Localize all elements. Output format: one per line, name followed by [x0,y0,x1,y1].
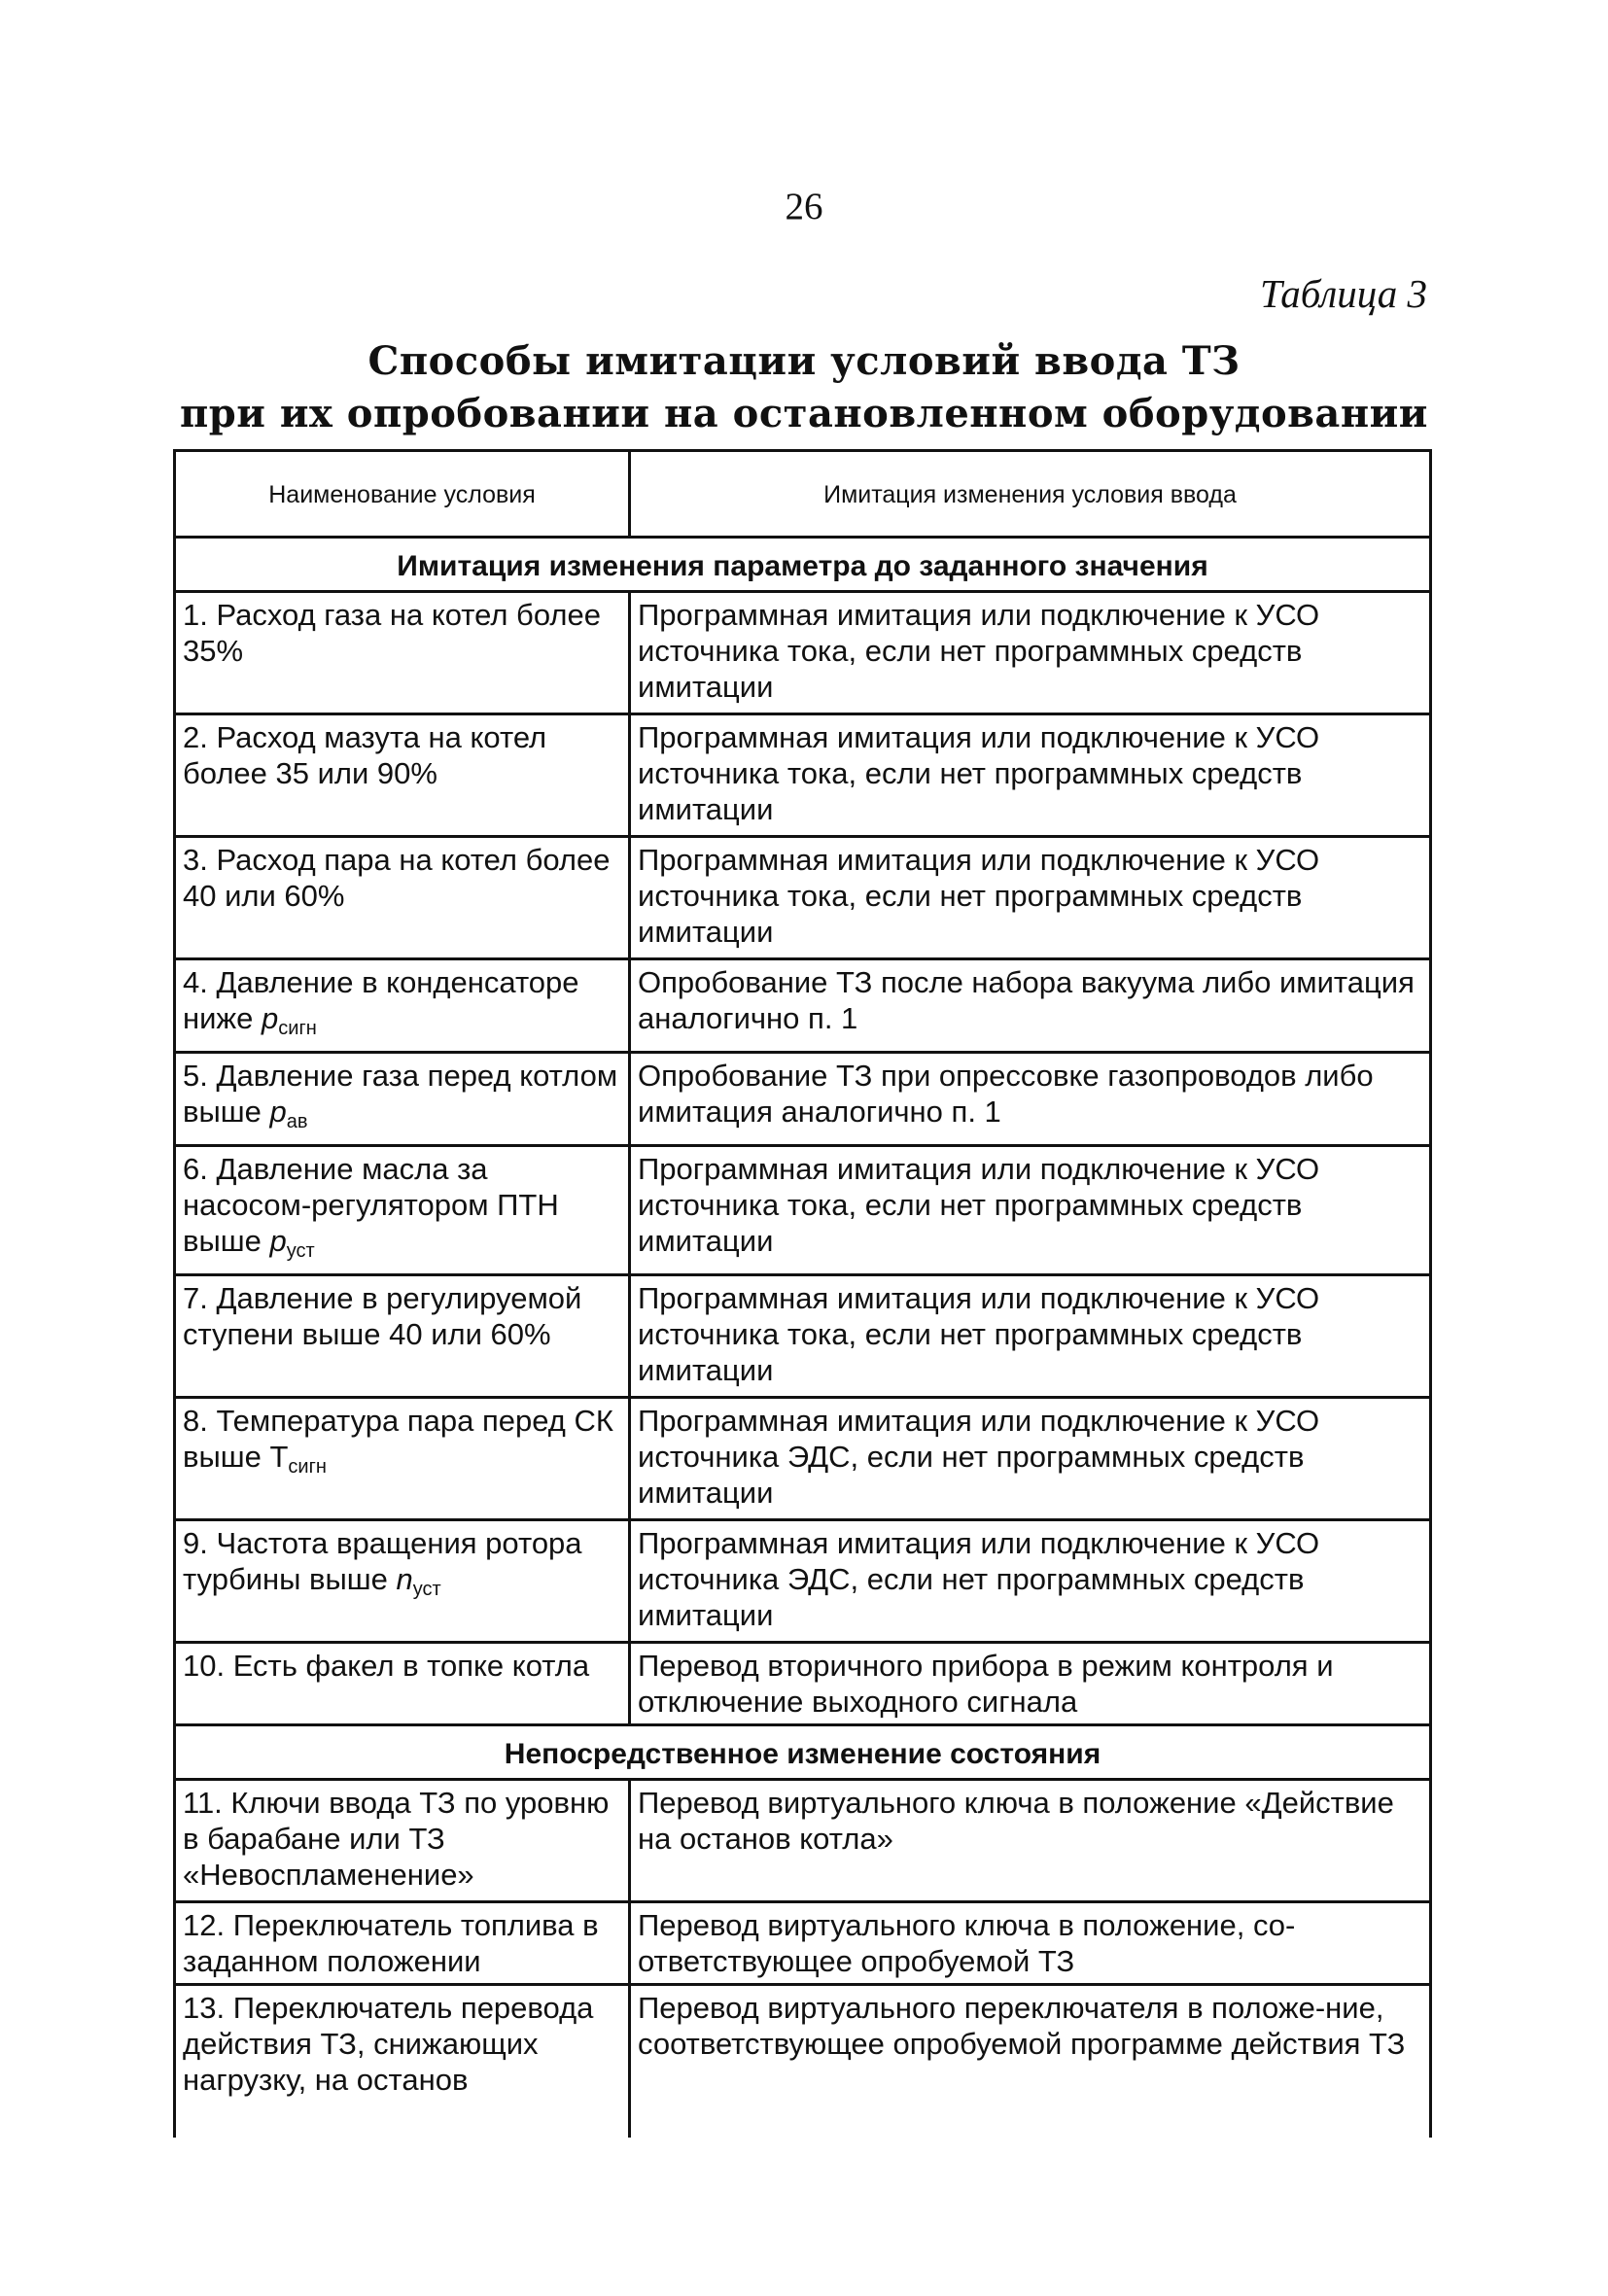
imitation-cell: Перевод виртуального ключа в положение, со-ответствующее опробуемой ТЗ [630,1902,1431,1985]
section-heading-1: Имитация изменения параметра до заданного значения [175,538,1431,592]
condition-subscript: уст [286,1240,315,1262]
condition-subscript: уст [412,1579,441,1600]
condition-cell [175,959,630,1053]
condition-cell [175,1398,630,1520]
table-row [175,1398,1431,1520]
table-row [175,1902,1431,1985]
title-line-1: Способы имитации условий ввода ТЗ [367,338,1241,384]
condition-cell: 11. Ключи ввода ТЗ по уровню в барабане или ТЗ «Невоспламенение» [175,1780,630,1902]
condition-text: 9. Частота вращения ротора турбины выше [183,1526,582,1596]
section-row [175,538,1431,592]
condition-cell [175,1053,630,1146]
imitation-cell: Программная имитация или подключение к УСО источника ЭДС, если нет программных средств имитации [630,1398,1431,1520]
imitation-cell: Программная имитация или подключение к УСО источника тока, если нет программных средств имитации [630,1275,1431,1398]
condition-text: 6. Давление масла за насосом-регулятором ПТН выше [183,1152,559,1258]
table-row [175,959,1431,1053]
condition-variable: p [262,1001,279,1035]
conditions-table [173,449,1432,2138]
condition-variable: n [396,1562,413,1596]
condition-variable: Т [269,1440,289,1474]
section-row [175,1725,1431,1780]
header-imitation: Имитация изменения условия ввода [630,451,1431,538]
table-row [175,1780,1431,1902]
imitation-cell: Перевод вторичного прибора в режим контроля и отключение выходного сигнала [630,1643,1431,1725]
table-row [175,1275,1431,1398]
condition-text: 8. Температура пара перед СК выше [183,1404,613,1474]
imitation-cell: Программная имитация или подключение к УСО источника тока, если нет программных средств имитации [630,714,1431,837]
imitation-cell: Перевод виртуального переключателя в положе-ние, соответствующее опробуемой программе действия ТЗ [630,1985,1431,2139]
imitation-cell: Программная имитация или подключение к УСО источника ЭДС, если нет программных средств имитации [630,1520,1431,1643]
condition-subscript: сигн [278,1018,317,1039]
condition-text: 4. Давление в конденсаторе ниже [183,965,579,1035]
condition-cell: 13. Переключатель перевода действия ТЗ, снижающих нагрузку, на останов [175,1985,630,2139]
condition-variable: p [269,1224,287,1258]
table-row [175,1643,1431,1725]
imitation-cell: Перевод виртуального ключа в положение «Действие на останов котла» [630,1780,1431,1902]
condition-cell [175,1146,630,1275]
table-row [175,1146,1431,1275]
condition-cell: 12. Переключатель топлива в заданном положении [175,1902,630,1985]
table-row [175,592,1431,714]
imitation-cell: Программная имитация или подключение к УСО источника тока, если нет программных средств имитации [630,1146,1431,1275]
table-row [175,1985,1431,2139]
title-line-2: при их опробовании на остановленном оборудовании [180,391,1428,436]
condition-cell: 10. Есть факел в топке котла [175,1643,630,1725]
table-row [175,714,1431,837]
table-row [175,837,1431,959]
table-header-row [175,451,1431,538]
imitation-cell: Опробование ТЗ при опрессовке газопроводов либо имитация аналогично п. 1 [630,1053,1431,1146]
section-heading-2: Непосредственное изменение состояния [175,1725,1431,1780]
table-caption: Таблица 3 [1259,271,1427,316]
document-title [0,335,1608,440]
table-row [175,1520,1431,1643]
header-condition: Наименование условия [175,451,630,538]
imitation-cell: Программная имитация или подключение к УСО источника тока, если нет программных средств имитации [630,837,1431,959]
condition-text: 5. Давление газа перед котлом выше [183,1059,618,1129]
condition-subscript: ав [286,1111,308,1132]
condition-cell: 3. Расход пара на котел более 40 или 60% [175,837,630,959]
imitation-cell: Программная имитация или подключение к УСО источника тока, если нет программных средств имитации [630,592,1431,714]
page-number: 26 [785,186,823,227]
condition-cell: 2. Расход мазута на котел более 35 или 90% [175,714,630,837]
table-row [175,1053,1431,1146]
condition-subscript: сигн [288,1456,327,1478]
condition-variable: p [269,1095,287,1129]
imitation-cell: Опробование ТЗ после набора вакуума либо имитация аналогично п. 1 [630,959,1431,1053]
condition-cell: 7. Давление в регулируемой ступени выше 40 или 60% [175,1275,630,1398]
condition-cell [175,1520,630,1643]
condition-cell: 1. Расход газа на котел более 35% [175,592,630,714]
